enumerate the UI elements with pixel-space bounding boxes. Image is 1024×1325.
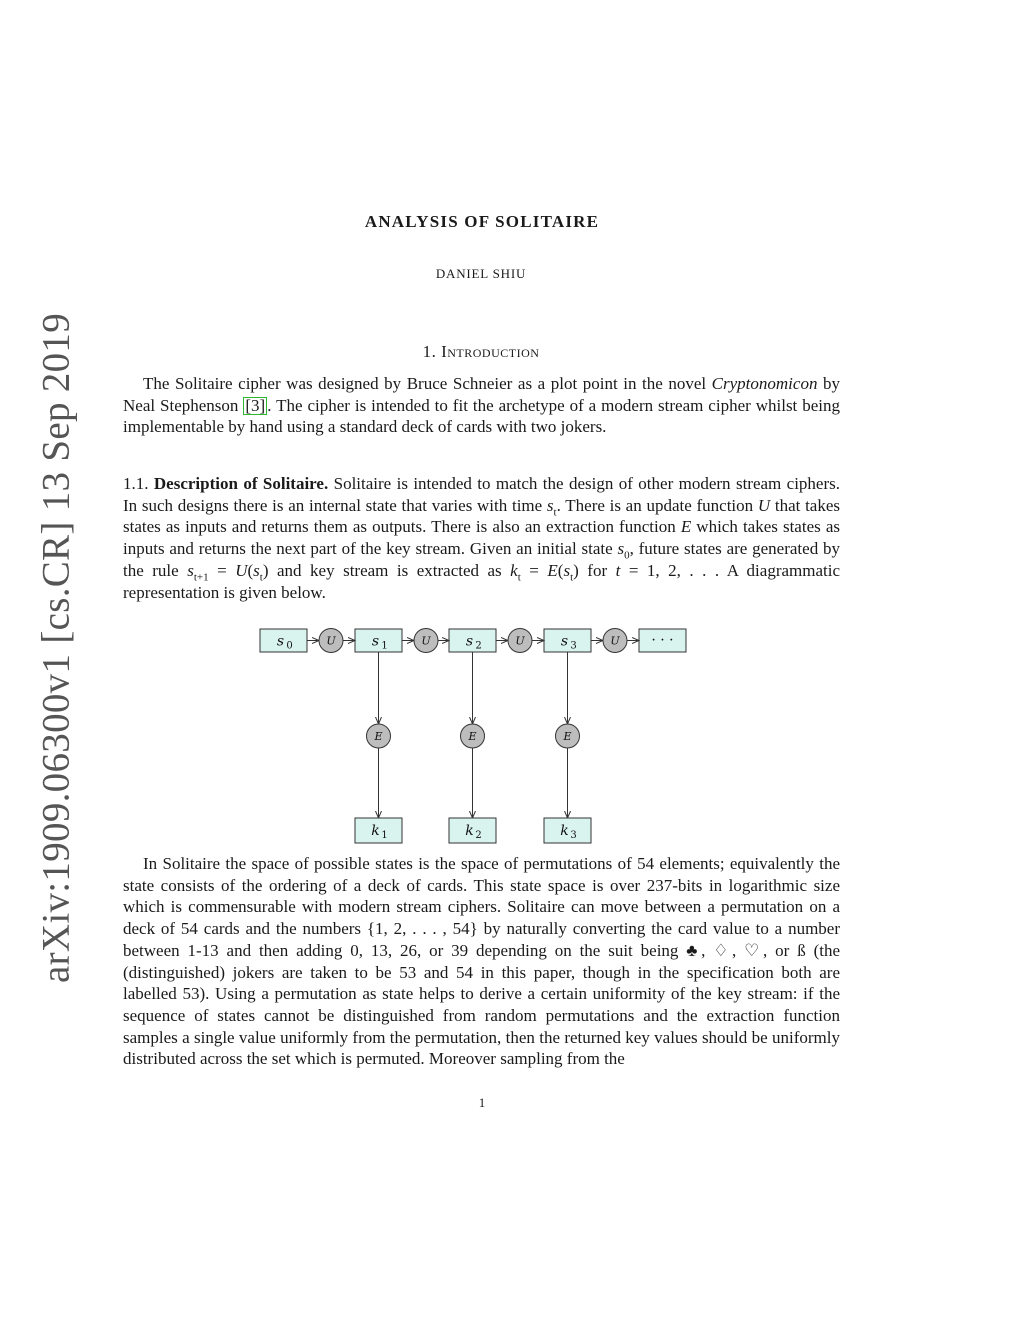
desc-text: = — [520, 560, 548, 580]
math-symbol: s — [563, 560, 571, 580]
desc-text: ( — [557, 560, 564, 580]
math-symbol: s — [546, 495, 554, 515]
state-text-1: In Solitaire the space of possible states is the space of permutations of 54 elements; equivalently the state consists of the ordering of a deck of cards. This state space is over 237-bits in logarithmic size which is commensurable with modern stream ciphers. Solitaire can move between a permutation on a deck of 54 cards and the numbers — [123, 854, 840, 939]
state-label: s — [560, 633, 569, 650]
extract-label: E — [563, 730, 572, 743]
desc-text: = 1, 2, . . . A diagrammatic representation is given below. — [123, 560, 841, 602]
extract-label: E — [468, 730, 477, 743]
subsection-number: 1.1. — [123, 474, 149, 493]
math-subscript: 0 — [624, 549, 630, 562]
extract-label: E — [374, 730, 383, 743]
desc-text: which takes states as inputs and returns the next part of the key stream. Given an initial state — [123, 517, 841, 559]
desc-text: ( — [247, 560, 254, 580]
citation-link[interactable]: [3] — [245, 395, 266, 415]
state-text-2: by naturally converting the card value to a number between 1-13 and then adding 0, 13, 26, or 39 depending on the suit being ♣, ♢, ♡, or ß (the (distinguished) jokers are taken to be 53 and 54 in this paper, though in the specification both are labelled 53). Using a permutation as state helps to derive a certain uniformity of the key stream: if the sequence of states cannot be distinguished from random permutations and the extraction function samples a single value uniformly from the permutation, then the returned key values should be uniformly distributed across the set which is permuted. Moreover sampling from the — [123, 919, 840, 1069]
math-subscript: t — [517, 571, 521, 584]
math-symbol: s — [253, 560, 260, 580]
intro-text-1: The Solitaire cipher was designed by Bruce Schneier as a plot point in the novel — [143, 374, 712, 393]
math-subscript: t+1 — [193, 571, 209, 584]
state-subscript: 3 — [570, 640, 577, 652]
state-space-paragraph — [123, 853, 840, 1070]
book-title: Cryptonomicon — [711, 374, 818, 393]
state-ellipsis: · · · — [651, 632, 674, 649]
section-title: Introduction — [441, 342, 540, 361]
key-subscript: 3 — [570, 830, 577, 841]
desc-text: , future states are generated by the rule — [123, 539, 840, 580]
paper-title: ANALYSIS OF SOLITAIRE — [364, 212, 600, 231]
math-symbol: t — [615, 560, 621, 580]
intro-text-2: by Neal Stephenson — [123, 374, 841, 415]
update-label: U — [326, 634, 336, 648]
section-number: 1. — [422, 342, 437, 361]
state-label: s — [276, 633, 285, 650]
math-symbol: s — [617, 539, 625, 559]
math-symbol: U — [757, 495, 771, 515]
key-label: k — [371, 823, 380, 839]
page-number: 1 — [478, 1095, 486, 1110]
key-subscript: 1 — [381, 830, 388, 841]
update-label: U — [515, 634, 525, 648]
desc-text: = — [208, 560, 236, 580]
key-subscript: 2 — [475, 830, 482, 841]
math-subscript: t — [553, 506, 557, 519]
math-symbol: E — [547, 560, 558, 580]
math-subscript: t — [259, 571, 263, 584]
math-symbol: s — [187, 560, 194, 580]
math-subscript: t — [570, 571, 574, 584]
state-subscript: 1 — [381, 640, 388, 652]
intro-text-3: . The cipher is intended to fit the archetype of a modern stream cipher whilst being implementable by hand using a standard deck of cards with two jokers. — [123, 395, 840, 437]
state-label: s — [465, 633, 474, 650]
state-subscript: 0 — [286, 640, 293, 652]
subsection-title: Description of Solitaire. — [153, 474, 329, 493]
desc-text: . There is an update function — [556, 495, 758, 515]
paper-author: DANIEL SHIU — [435, 266, 527, 281]
update-label: U — [610, 634, 620, 648]
desc-text: that takes states as inputs and returns them as outputs. There is also an extraction function — [123, 495, 841, 537]
math-symbol: E — [680, 517, 692, 537]
math-symbol: k — [510, 560, 518, 580]
desc-text: ) and key stream is extracted as — [262, 560, 511, 580]
desc-text: ) for — [573, 560, 616, 580]
key-label: k — [465, 823, 474, 839]
state-subscript: 2 — [475, 640, 482, 652]
key-label: k — [560, 823, 569, 839]
desc-text: Solitaire is intended to match the design of other modern stream ciphers. In such designs there is an internal state that varies with time — [123, 474, 840, 515]
number-set: {1, 2, . . . , 54} — [366, 919, 478, 939]
math-symbol: U — [235, 560, 248, 580]
state-label: s — [371, 633, 380, 650]
update-label: U — [421, 634, 431, 648]
arxiv-identifier-stamp: arXiv:1909.06300v1 [cs.CR] 13 Sep 2019 — [34, 312, 78, 984]
